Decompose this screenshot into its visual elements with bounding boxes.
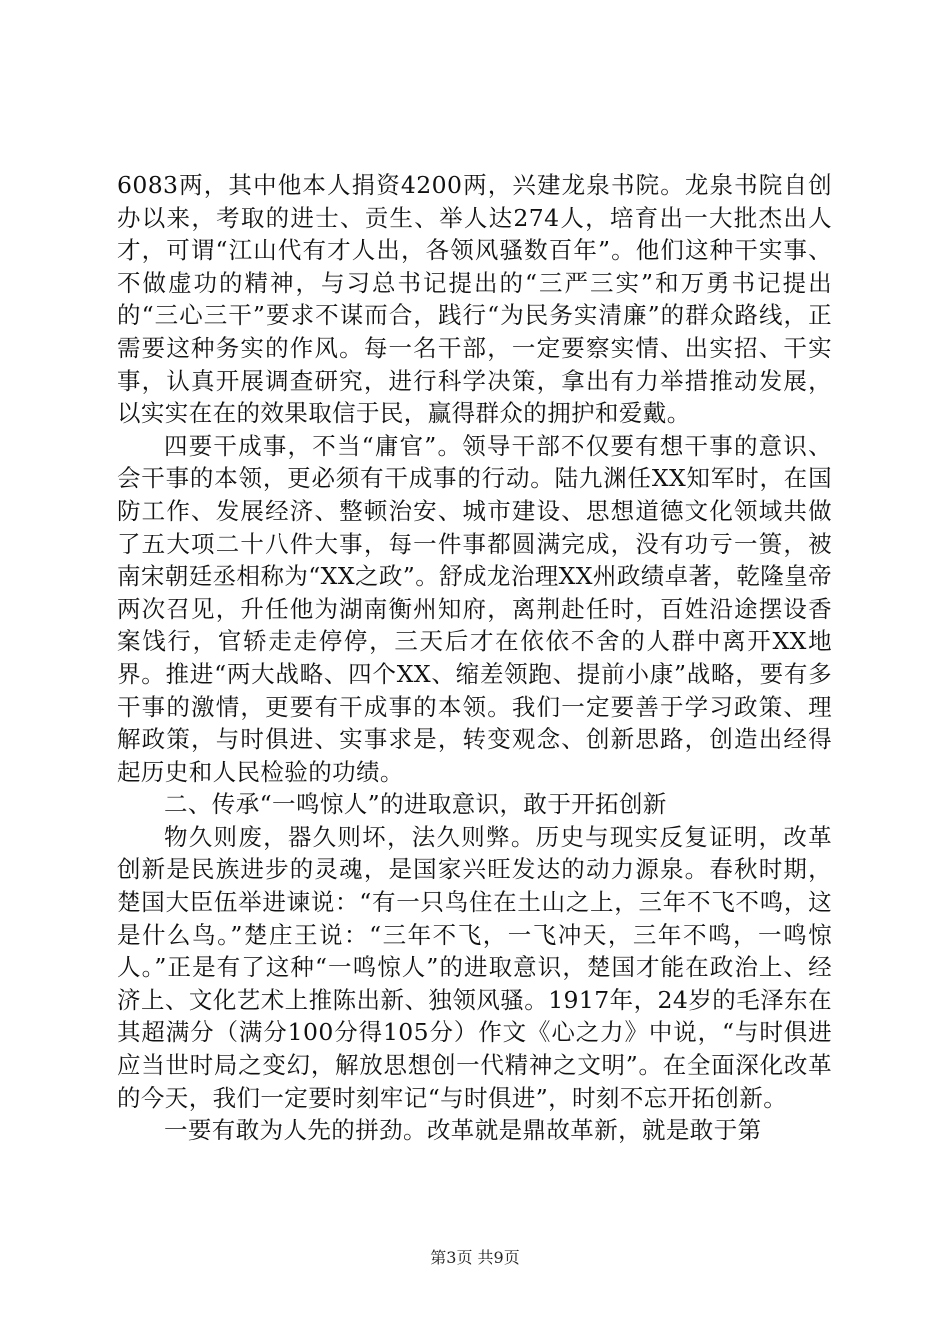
paragraph-innovation: 物久则废，器久则坏，法久则弊。历史与现实反复证明，改革创新是民族进步的灵魂，是国家兴旺发达的动力源泉。春秋时期，楚国大臣伍举进谏说：“有一只鸟住在土山之上，三年不飞不鸣，这是什么鸟。”楚庄王说：“三年不飞，一飞冲天，三年不鸣，一鸣惊人。”正是有了这种“一鸣惊人”的进取意识，楚国才能在政治上、经济上、文化艺术上推陈出新、独领风骚。1917年，24岁的毛泽东在其超满分（满分100分得105分）作文《心之力》中说，“与时俱进应当世时局之变幻，解放思想创一代精神之文明”。在全面深化改革的今天，我们一定要时刻牢记“与时俱进”，时刻不忘开拓创新。 [117, 822, 832, 1112]
section-heading: 二、传承“一鸣惊人”的进取意识，敢于开拓创新 [164, 790, 667, 819]
page-footer: 第3页 共9页 [430, 1248, 520, 1267]
paragraph-four-get-things-done: 四要干成事，不当“庸官”。领导干部不仅要有想干事的意识、会干事的本领，更必须有干成事的行动。陆九渊任XX知军时，在国防工作、发展经济、整顿治安、城市建设、思想道德文化领域共做了五大项二十八件大事，每一件事都圆满完成，没有功亏一篑，被南宋朝廷丞相称为“XX之政”。舒成龙治理XX州政绩卓著，乾隆皇帝两次召见，升任他为湖南衡州知府，离荆赴任时，百姓沿途摆设香案饯行，官轿走走停停，三天后才在依依不舍的人群中离开XX地界。推进“两大战略、四个XX、缩差领跑、提前小康”战略，要有多干事的激情，更要有干成事的本领。我们一定要善于学习政策、理解政策，与时俱进、实事求是，转变观念、创新思路，创造出经得起历史和人民检验的功绩。 [117, 431, 832, 786]
document-body [117, 169, 832, 1147]
paragraph-continuation: 6083两，其中他本人捐资4200两，兴建龙泉书院。龙泉书院自创办以来，考取的进士、贡生、举人达274人，培育出一大批杰出人才，可谓“江山代有才人出，各领风骚数百年”。他们这种干实事、不做虚功的精神，与习总书记提出的“三严三实”和万勇书记提出的“三心三干”要求不谋而合，践行“为民务实清廉”的群众路线，正需要这种务实的作风。每一名干部，一定要察实情、出实招、干实事，认真开展调查研究，进行科学决策，拿出有力举措推动发展，以实实在在的效果取信于民，赢得群众的拥护和爱戴。 [117, 171, 832, 428]
paragraph-one-pioneering: 一要有敢为人先的拼劲。改革就是鼎故革新，就是敢于第 [164, 1116, 762, 1145]
